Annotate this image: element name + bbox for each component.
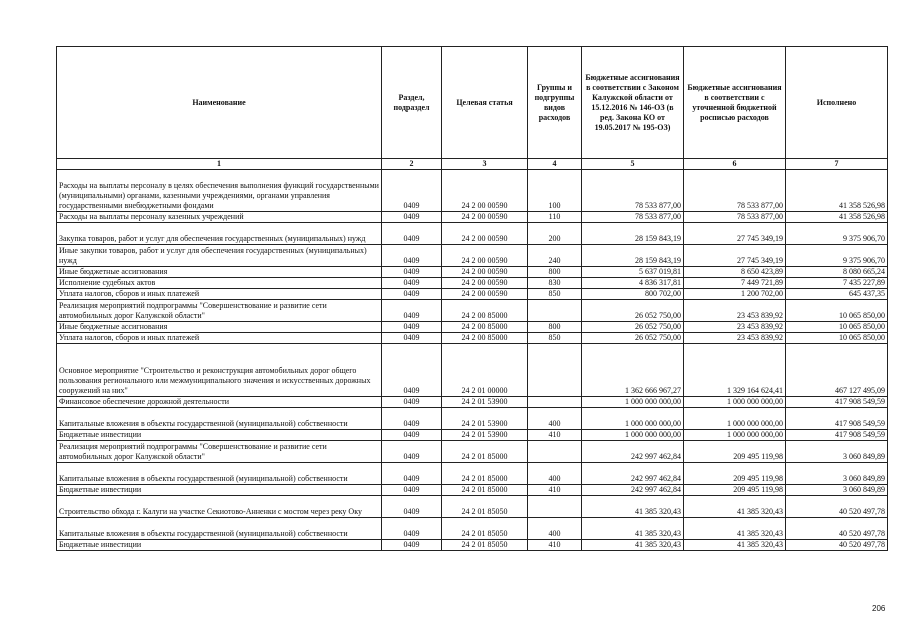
row-name: Иные бюджетные ассигнования	[57, 322, 382, 333]
header-executed: Исполнено	[786, 47, 888, 159]
row-name: Бюджетные инвестиции	[57, 540, 382, 551]
row-executed: 467 127 495,09	[786, 344, 888, 397]
row-law-allocation: 1 000 000 000,00	[582, 408, 684, 430]
row-plan-allocation: 1 000 000 000,00	[684, 430, 786, 441]
row-expense-group: 410	[528, 485, 582, 496]
table-row	[57, 485, 888, 496]
row-name: Капитальные вложения в объекты государственной (муниципальной) собственности	[57, 463, 382, 485]
row-plan-allocation: 1 329 164 624,41	[684, 344, 786, 397]
row-plan-allocation: 41 385 320,43	[684, 496, 786, 518]
row-section: 0409	[382, 170, 442, 212]
row-plan-allocation: 209 495 119,98	[684, 485, 786, 496]
row-executed: 7 435 227,89	[786, 278, 888, 289]
row-section: 0409	[382, 289, 442, 300]
row-expense-group	[528, 344, 582, 397]
row-plan-allocation: 209 495 119,98	[684, 441, 786, 463]
column-number: 3	[442, 159, 528, 170]
row-law-allocation: 800 702,00	[582, 289, 684, 300]
table-row	[57, 518, 888, 540]
table-row	[57, 496, 888, 518]
table-row	[57, 430, 888, 441]
row-executed: 3 060 849,89	[786, 485, 888, 496]
row-target-article: 24 2 01 85050	[442, 496, 528, 518]
row-section: 0409	[382, 278, 442, 289]
table-row	[57, 300, 888, 322]
row-plan-allocation: 27 745 349,19	[684, 245, 786, 267]
row-target-article: 24 2 00 00590	[442, 170, 528, 212]
row-section: 0409	[382, 333, 442, 344]
table-row	[57, 408, 888, 430]
row-law-allocation: 26 052 750,00	[582, 333, 684, 344]
row-plan-allocation: 1 000 000 000,00	[684, 397, 786, 408]
row-law-allocation: 26 052 750,00	[582, 322, 684, 333]
row-name: Финансовое обеспечение дорожной деятельности	[57, 397, 382, 408]
row-executed: 3 060 849,89	[786, 463, 888, 485]
row-section: 0409	[382, 441, 442, 463]
header-law-allocations: Бюджетные ассигнования в соответствии с Законом Калужской области от 15.12.2016 № 146-ОЗ (в ред. Закона КО от 19.05.2017 № 195-ОЗ)	[582, 47, 684, 159]
row-expense-group: 240	[528, 245, 582, 267]
row-name: Исполнение судебных актов	[57, 278, 382, 289]
row-plan-allocation: 41 385 320,43	[684, 518, 786, 540]
row-expense-group	[528, 441, 582, 463]
row-expense-group: 800	[528, 322, 582, 333]
row-law-allocation: 41 385 320,43	[582, 540, 684, 551]
row-target-article: 24 2 01 00000	[442, 344, 528, 397]
row-plan-allocation: 23 453 839,92	[684, 333, 786, 344]
row-plan-allocation: 23 453 839,92	[684, 322, 786, 333]
row-executed: 10 065 850,00	[786, 300, 888, 322]
row-expense-group: 800	[528, 267, 582, 278]
row-name: Реализация мероприятий подпрограммы "Совершенствование и развитие сети автомобильных дорог Калужской области"	[57, 300, 382, 322]
row-target-article: 24 2 01 53900	[442, 397, 528, 408]
row-expense-group: 200	[528, 223, 582, 245]
row-executed: 10 065 850,00	[786, 333, 888, 344]
column-number: 1	[57, 159, 382, 170]
row-law-allocation: 242 997 462,84	[582, 485, 684, 496]
row-plan-allocation: 8 650 423,89	[684, 267, 786, 278]
row-executed: 8 080 665,24	[786, 267, 888, 278]
row-expense-group: 850	[528, 289, 582, 300]
row-law-allocation: 1 362 666 967,27	[582, 344, 684, 397]
row-target-article: 24 2 00 85000	[442, 300, 528, 322]
row-executed: 417 908 549,59	[786, 430, 888, 441]
row-expense-group	[528, 300, 582, 322]
table-row	[57, 278, 888, 289]
row-target-article: 24 2 00 00590	[442, 289, 528, 300]
row-executed: 3 060 849,89	[786, 441, 888, 463]
row-executed: 41 358 526,98	[786, 170, 888, 212]
row-target-article: 24 2 00 00590	[442, 212, 528, 223]
row-section: 0409	[382, 322, 442, 333]
row-section: 0409	[382, 212, 442, 223]
table-row	[57, 223, 888, 245]
row-name: Реализация мероприятий подпрограммы "Совершенствование и развитие сети автомобильных дорог Калужской области"	[57, 441, 382, 463]
row-expense-group: 410	[528, 540, 582, 551]
row-law-allocation: 242 997 462,84	[582, 463, 684, 485]
column-number: 2	[382, 159, 442, 170]
row-executed: 40 520 497,78	[786, 496, 888, 518]
column-number-row	[57, 159, 888, 170]
row-name: Закупка товаров, работ и услуг для обеспечения государственных (муниципальных) нужд	[57, 223, 382, 245]
row-section: 0409	[382, 300, 442, 322]
row-executed: 417 908 549,59	[786, 408, 888, 430]
row-expense-group	[528, 397, 582, 408]
row-law-allocation: 78 533 877,00	[582, 170, 684, 212]
header-expense-group: Группы и подгруппы видов расходов	[528, 47, 582, 159]
row-section: 0409	[382, 430, 442, 441]
row-executed: 9 375 906,70	[786, 245, 888, 267]
row-expense-group: 850	[528, 333, 582, 344]
row-name: Капитальные вложения в объекты государственной (муниципальной) собственности	[57, 518, 382, 540]
row-plan-allocation: 27 745 349,19	[684, 223, 786, 245]
row-section: 0409	[382, 267, 442, 278]
row-expense-group: 110	[528, 212, 582, 223]
row-section: 0409	[382, 344, 442, 397]
row-expense-group	[528, 496, 582, 518]
header-row	[57, 47, 888, 159]
row-expense-group: 830	[528, 278, 582, 289]
row-name: Иные бюджетные ассигнования	[57, 267, 382, 278]
row-expense-group: 100	[528, 170, 582, 212]
row-name: Бюджетные инвестиции	[57, 430, 382, 441]
row-name: Строительство обхода г. Калуги на участке Секиотово-Анненки с мостом через реку Оку	[57, 496, 382, 518]
row-plan-allocation: 23 453 839,92	[684, 300, 786, 322]
row-expense-group: 400	[528, 463, 582, 485]
row-expense-group: 410	[528, 430, 582, 441]
table-row	[57, 170, 888, 212]
row-section: 0409	[382, 397, 442, 408]
row-executed: 41 358 526,98	[786, 212, 888, 223]
row-target-article: 24 2 01 85000	[442, 441, 528, 463]
row-plan-allocation: 1 200 702,00	[684, 289, 786, 300]
row-name: Расходы на выплаты персоналу казенных учреждений	[57, 212, 382, 223]
row-plan-allocation: 78 533 877,00	[684, 170, 786, 212]
row-plan-allocation: 78 533 877,00	[684, 212, 786, 223]
row-executed: 40 520 497,78	[786, 518, 888, 540]
row-section: 0409	[382, 485, 442, 496]
header-section: Раздел, подраздел	[382, 47, 442, 159]
row-law-allocation: 41 385 320,43	[582, 496, 684, 518]
page-number: 206	[872, 604, 886, 613]
row-target-article: 24 2 00 85000	[442, 322, 528, 333]
row-section: 0409	[382, 223, 442, 245]
row-name: Капитальные вложения в объекты государственной (муниципальной) собственности	[57, 408, 382, 430]
row-law-allocation: 1 000 000 000,00	[582, 397, 684, 408]
row-target-article: 24 2 01 85050	[442, 540, 528, 551]
column-number: 6	[684, 159, 786, 170]
row-section: 0409	[382, 408, 442, 430]
header-target-article: Целевая статья	[442, 47, 528, 159]
row-executed: 9 375 906,70	[786, 223, 888, 245]
column-number: 4	[528, 159, 582, 170]
table-row	[57, 397, 888, 408]
row-plan-allocation: 1 000 000 000,00	[684, 408, 786, 430]
row-target-article: 24 2 00 00590	[442, 223, 528, 245]
row-name: Бюджетные инвестиции	[57, 485, 382, 496]
table-row	[57, 212, 888, 223]
row-target-article: 24 2 01 85000	[442, 485, 528, 496]
column-number: 5	[582, 159, 684, 170]
row-law-allocation: 28 159 843,19	[582, 223, 684, 245]
row-law-allocation: 242 997 462,84	[582, 441, 684, 463]
row-section: 0409	[382, 463, 442, 485]
header-name: Наименование	[57, 47, 382, 159]
row-law-allocation: 28 159 843,19	[582, 245, 684, 267]
row-name: Иные закупки товаров, работ и услуг для обеспечения государственных (муниципальных) нужд	[57, 245, 382, 267]
row-law-allocation: 1 000 000 000,00	[582, 430, 684, 441]
header-budget-list-allocations: Бюджетные ассигнования в соответствии с уточненной бюджетной росписью расходов	[684, 47, 786, 159]
row-section: 0409	[382, 540, 442, 551]
table-row	[57, 344, 888, 397]
table-row	[57, 267, 888, 278]
row-name: Основное мероприятие "Строительство и реконструкция автомобильных дорог общего пользования регионального или межмуниципального значения и искусственных дорожных сооружений на них"	[57, 344, 382, 397]
row-expense-group: 400	[528, 518, 582, 540]
row-target-article: 24 2 01 85000	[442, 463, 528, 485]
column-number: 7	[786, 159, 888, 170]
row-target-article: 24 2 01 53900	[442, 430, 528, 441]
row-law-allocation: 5 637 019,81	[582, 267, 684, 278]
row-law-allocation: 4 836 317,81	[582, 278, 684, 289]
row-target-article: 24 2 00 85000	[442, 333, 528, 344]
row-expense-group: 400	[528, 408, 582, 430]
row-executed: 645 437,35	[786, 289, 888, 300]
row-section: 0409	[382, 496, 442, 518]
table-row	[57, 322, 888, 333]
row-law-allocation: 78 533 877,00	[582, 212, 684, 223]
table-row	[57, 441, 888, 463]
row-name: Расходы на выплаты персоналу в целях обеспечения выполнения функций государственными (муниципальными) органами, казенными учреждениями, органами управления государственными внебюджетными фондами	[57, 170, 382, 212]
row-law-allocation: 41 385 320,43	[582, 518, 684, 540]
row-plan-allocation: 209 495 119,98	[684, 463, 786, 485]
table-row	[57, 289, 888, 300]
row-law-allocation: 26 052 750,00	[582, 300, 684, 322]
table-row	[57, 245, 888, 267]
table-row	[57, 333, 888, 344]
table-body	[57, 170, 888, 551]
row-section: 0409	[382, 518, 442, 540]
row-target-article: 24 2 01 85050	[442, 518, 528, 540]
table-row	[57, 540, 888, 551]
row-name: Уплата налогов, сборов и иных платежей	[57, 333, 382, 344]
row-target-article: 24 2 00 00590	[442, 245, 528, 267]
budget-table	[56, 46, 888, 551]
row-target-article: 24 2 01 53900	[442, 408, 528, 430]
row-name: Уплата налогов, сборов и иных платежей	[57, 289, 382, 300]
row-executed: 10 065 850,00	[786, 322, 888, 333]
row-plan-allocation: 7 449 721,89	[684, 278, 786, 289]
row-target-article: 24 2 00 00590	[442, 278, 528, 289]
row-executed: 417 908 549,59	[786, 397, 888, 408]
row-executed: 40 520 497,78	[786, 540, 888, 551]
table-row	[57, 463, 888, 485]
row-section: 0409	[382, 245, 442, 267]
row-target-article: 24 2 00 00590	[442, 267, 528, 278]
row-plan-allocation: 41 385 320,43	[684, 540, 786, 551]
